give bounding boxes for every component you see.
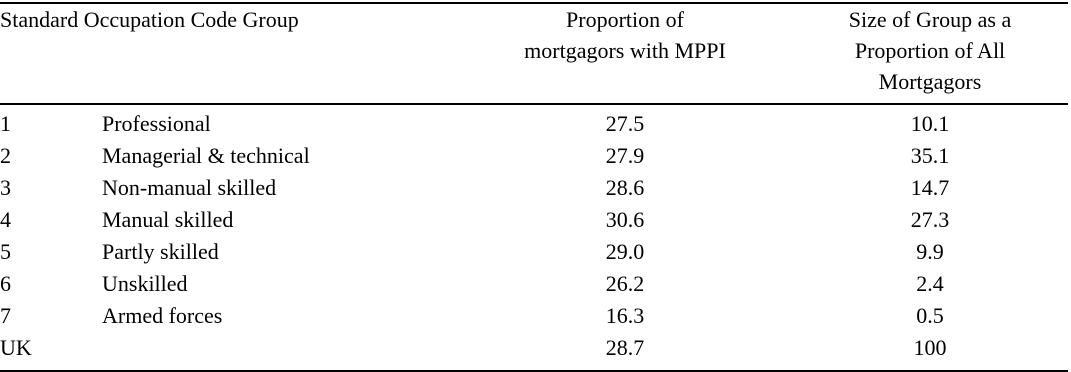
row-proportion-mppi: 28.6: [605, 175, 645, 200]
row-proportion-mppi: 30.6: [605, 207, 645, 232]
row-proportion-mppi: 27.9: [605, 143, 645, 168]
row-code: 3: [0, 175, 11, 200]
row-group: Partly skilled: [102, 239, 219, 264]
row-group-size: 35.1: [910, 143, 950, 168]
row-code: UK: [0, 335, 32, 360]
header-group-size-line-1: Size of Group as a: [848, 7, 1012, 32]
header-proportion-mppi-line-1: Proportion of: [566, 7, 684, 32]
table-row: [0, 140, 1071, 172]
header-occupation-group: Standard Occupation Code Group: [0, 7, 299, 32]
row-group: Managerial & technical: [102, 143, 310, 168]
row-group: Non-manual skilled: [102, 175, 277, 200]
row-code: 5: [0, 239, 11, 264]
header-proportion-mppi-line-2: mortgagors with MPPI: [524, 38, 726, 63]
row-group-size: 2.4: [916, 271, 944, 296]
row-group: Armed forces: [102, 303, 223, 328]
table-row: [0, 172, 1071, 204]
header-rule: [0, 103, 1068, 105]
row-group-size: 0.5: [916, 303, 944, 328]
row-code: 4: [0, 207, 11, 232]
row-proportion-mppi: 27.5: [605, 111, 645, 136]
row-group-size: 14.7: [910, 175, 950, 200]
header-proportion-mppi: [480, 4, 770, 66]
row-proportion-mppi: 28.7: [605, 335, 645, 360]
header-group-size-line-2: Proportion of All: [854, 38, 1006, 63]
row-group-size: 100: [913, 335, 947, 360]
row-group-size: 10.1: [910, 111, 950, 136]
row-code: 2: [0, 143, 11, 168]
table-header: [0, 4, 1071, 102]
row-group-size: 27.3: [910, 207, 950, 232]
row-proportion-mppi: 16.3: [605, 303, 645, 328]
row-proportion-mppi: 29.0: [605, 239, 645, 264]
table-row: [0, 300, 1071, 332]
row-group: Professional: [102, 111, 211, 136]
row-code: 1: [0, 111, 11, 136]
row-proportion-mppi: 26.2: [605, 271, 645, 296]
table-row: [0, 236, 1071, 268]
row-code: 7: [0, 303, 11, 328]
table-row: [0, 268, 1071, 300]
row-group: Manual skilled: [102, 207, 234, 232]
header-group-size: [800, 4, 1060, 97]
table-body: [0, 108, 1071, 364]
table-row: [0, 332, 1071, 364]
row-code: 6: [0, 271, 11, 296]
row-group-size: 9.9: [916, 239, 944, 264]
table-row: [0, 108, 1071, 140]
header-group-size-line-3: Mortgagors: [878, 69, 982, 94]
row-group: Unskilled: [102, 271, 188, 296]
table-row: [0, 204, 1071, 236]
